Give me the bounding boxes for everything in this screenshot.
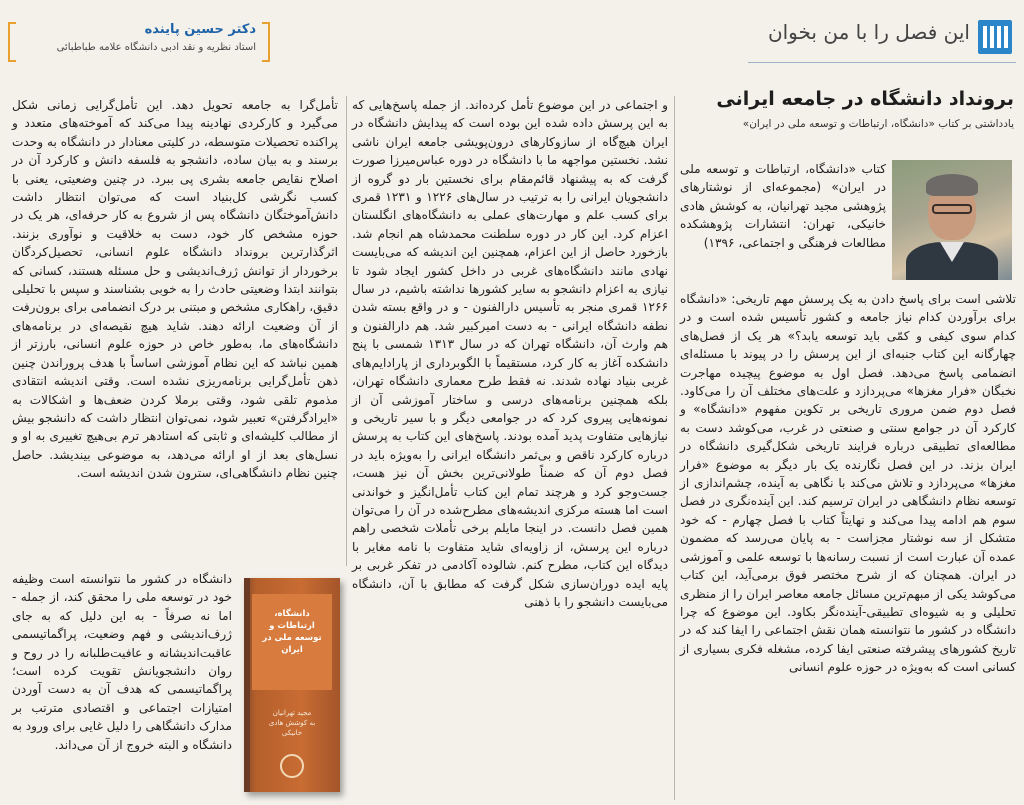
author-name: دکتر حسین پاینده [144, 22, 256, 37]
author-affiliation: استاد نظریه و نقد ادبی دانشگاه علامه طباطبائی [56, 42, 256, 53]
book-title: دانشگاه، ارتباطات و توسعه ملی در ایران [262, 609, 322, 655]
text-column-1-top [680, 160, 886, 290]
column-divider [346, 96, 347, 566]
author-photo [892, 160, 1012, 280]
bracket-left [8, 22, 16, 62]
column-title: این فصل را با من بخوان [767, 20, 970, 44]
publisher-logo [280, 754, 304, 778]
paragraph: دانشگاه در کشور ما نتوانسته است وظیفه خود در توسعه ملی را محقق کند، از جمله - اما نه صرفاً - به این دلیل که به جای ژرف‌اندیشی و فهم وضعیت، پراگماتیسمی عاقبت‌اندیشانه و عافیت‌طلبانه را در روح و روان دانشجویانش تقویت کرده است؛ پراگماتیسمی که هدف آن به دست آوردن امتیازات اجتماعی و اقتصادی مترتب بر مدارک دانشگاهی را دلیل غایی برای ورود به دانشگاه و البته خروج از آن می‌داند. [12, 572, 232, 752]
text-column-1 [680, 290, 1016, 802]
text-column-3-bottom [12, 570, 232, 802]
bracket-right [262, 22, 270, 62]
bookshelf-icon [978, 20, 1012, 54]
book-author: مجید تهرانیان به کوشش هادی خانیکی [268, 709, 316, 737]
paragraph: تأمل‌گرا به جامعه تحویل دهد. این تأمل‌گرایی زمانی شکل می‌گیرد و کارکردی نهادینه پیدا می‌کند که آموخته‌های متعدد و پراکنده تحصیلات متوسطه، در کلیتی معنادار در دانشگاه به وحدت برسند و به بیان ساده، دانشجو به فلسفه دانش و کارکرد آن در اصلاح نقایص جامعه بشری پی ببرد. در چنین وضعیتی، یعنی با کسب نگرشی کل‌بنیاد است که می‌توان انتظار داشت دانش‌آموختگان دانشگاه پس از شروع به کار حرفه‌ای، هر یک در حوزه مشخص کار خود، دست به خلاقیت و نوآوری بزنند. اثرگذارترین برونداد دانشگاه علوم انسانی، تحصیل‌کردگان برخوردار از توانش ژرف‌اندیشی و حل مسئله هستند، کسانی که بتوانند ابتدا وضعیتی حادث را به خوبی بشناسند و سپس با تحلیلی دقیق، راهکاری مشخص و مبتنی بر درک انضمامی برای برون‌رفت از آن وضعیت ارائه دهند. شاید هیچ نقیصه‌ای در برنامه‌های دانشگاه‌های ما، به‌طور خاص در حوزه علوم انسانی، بارزتر از همین نباشد که این نظام آموزشی اساساً با هدف پروراندن چنین ذهن تأمل‌گرایی برنامه‌ریزی نشده است. وقتی اندیشه انتقادی مذموم تلقی شود، وقتی برملا کردن ضعف‌ها و اشکالات به «ایرادگرفتن» تعبیر شود، نمی‌توان انتظار داشت که دانشجو بیش از مطالب کلیشه‌ای و ثابتی که استادهر ترم بی‌هیچ تغییری به او و نسل‌های بعد از او ارائه می‌دهد، به موضوعی بیندیشد. حاصل چنین نظام دانشگاهی‌ای، سترون شدن اندیشه است. [12, 98, 338, 481]
paragraph: و اجتماعی در این موضوع تأمل کرده‌اند. از جمله پاسخ‌هایی که به این پرسش داده شده این بوده است که پیدایش دانشگاه در ایران هیچ‌گاه از سازوکارهای درون‌پویشی جامعه ایران ناشی نشد. نخستین مواجهه ما با دانشگاه در دوره عباس‌میرزا صورت گرفت که به پیشنهاد قائم‌مقام برای نخستین بار دو گروه از دانشجویان ایرانی را به ترتیب در سال‌های ۱۲۲۶ و ۱۲۳۱ قمری برای کسب علم و مهارت‌های عملی به دانشگاه‌های انگلستان اعزام کرد. این کار در دوره سلطنت محمدشاه هم انجام شد. بازخورد حاصل از این اعزام، همچنین این اندیشه که می‌بایست نهادی مانند دانشگاه‌های غربی در داخل کشور ایجاد شود تا نیازی به اعزام دانشجو به سایر کشورها نداشته باشیم، در سال ۱۲۶۶ قمری منجر به تأسیس دارالفنون - و در واقع بسته شدن نطفه دانشگاه ایرانی - به دست امیرکبیر شد. هم دارالفنون و هم وارث آن، دانشگاه تهران که در سال ۱۳۱۳ شمسی با پنج دانشکده آغاز به کار کرد، مستقیماً با الگوبرداری از پارادایم‌های غربی بنیاد نهاده شدند. نه فقط طرح معماری دانشگاه تهران، بلکه همچنین برنامه‌های درسی و ساختار آموزشی آن از نمونه‌هایی پیروی کرد که در جوامعی دیگر و با سیر تاریخی و نیازهایی متفاوت پدید آمده بودند. پاسخ‌های این کتاب به پرسش درباره کارکرد ناقص و بی‌ثمر دانشگاه ایرانی را به‌ویژه باید در فصل دوم آن که ضمناً طولانی‌ترین بخش آن نیز هست، جست‌وجو کرد و هرچند تمام این کتاب تأمل‌انگیز و خواندنی است اما هسته مرکزی اندیشه‌های مطرح‌شده در آن را می‌توان همین فصل دانست. در اینجا مایلم برخی تأملات شخصی راهم درباره این پرسش، از زاویه‌ای شاید متفاوت با نامه مغایر با دیدگاه این کتاب، مطرح کنم. شالوده آکادمی در تفکر غربی بر پایه ایده دوران‌سازی شکل گرفت که مطابق با آن، دانشگاه می‌بایست دانشجو را با ذهنی [352, 98, 669, 609]
column-title-box [748, 12, 1016, 63]
page-header [0, 0, 1024, 74]
text-column-2 [352, 96, 668, 802]
book-spine [244, 578, 250, 792]
author-box [8, 20, 270, 62]
column-divider [674, 96, 675, 800]
paragraph: کتاب «دانشگاه، ارتباطات و توسعه ملی در ایران» (مجموعه‌ای از نوشتارهای پژوهشی مجید تهرانیان، به کوشش هادی خانیکی، تهران: انتشارات پژوهشکده مطالعات فرهنگی و اجتماعی، ۱۳۹۶) [680, 162, 886, 250]
article-subhead: یادداشتی بر کتاب «دانشگاه، ارتباطات و توسعه ملی در ایران» [742, 118, 1014, 130]
book-cover [244, 578, 340, 792]
paragraph: تلاشی است برای پاسخ دادن به یک پرسش مهم تاریخی: «دانشگاه برای برآوردن کدام نیاز جامعه و کشور تأسیس شده است و در کدام سوی کیفی و کمّی باید توسعه یابد؟» هر یک از فصل‌های چهارگانه این کتاب جنبه‌ای از این پرسش را در پیوند با مسئله‌ای انضمامی پاسخ می‌دهد. فصل اول به موضوع پیچیده مهاجرت نخبگان «فرار مغزها» می‌پردازد و علت‌های مختلف آن را می‌کاود. فصل دوم ضمن مروری تاریخی بر تکوین مفهوم «دانشگاه» و کارکرد آن در جوامع سنتی و صنعتی در غرب، می‌کوشد دست به مطالعه‌ای تطبیقی درباره فرایند تاریخی شکل‌گیری دانشگاه در ایران بزند. در این فصل نگارنده یک بار دیگر به موضوع «فرار مغزها» می‌پردازد و تلاش می‌کند با نگاهی به آینده، چشم‌اندازی از توسعه نظام دانشگاهی در ایران ترسیم کند. این آینده‌نگری در فصل سوم هم ادامه پیدا می‌کند و نهایتاً کتاب با فصل چهارم - که خود متشکل از سه نوشتار مجزاست - به پایان می‌رسد که مضمون عمده آن عبارت است از نسبت رسانه‌ها با توسعه علمی و آموزشی در ایران. همچنان که از شرح مختصر فوق برمی‌آید، این کتاب می‌کوشد یکی از مبهم‌ترین مسائل جامعه معاصر ایران را از منظری تحلیلی و به شیوه‌ای تطبیقی-آینده‌نگر بکاود. این موضوع که چرا دانشگاه در کشور ما نتوانسته همان نقش اجتماعی را ایفا کند که در تاریخ کشورهای پیشرفته صنعتی ایفا کرده، مشغله فکری بسیاری از کسانی است که به‌ویژه در حوزه علوم انسانی [680, 292, 1016, 675]
article-headline: برونداد دانشگاه در جامعه ایرانی [716, 88, 1014, 110]
text-column-3 [12, 96, 338, 566]
